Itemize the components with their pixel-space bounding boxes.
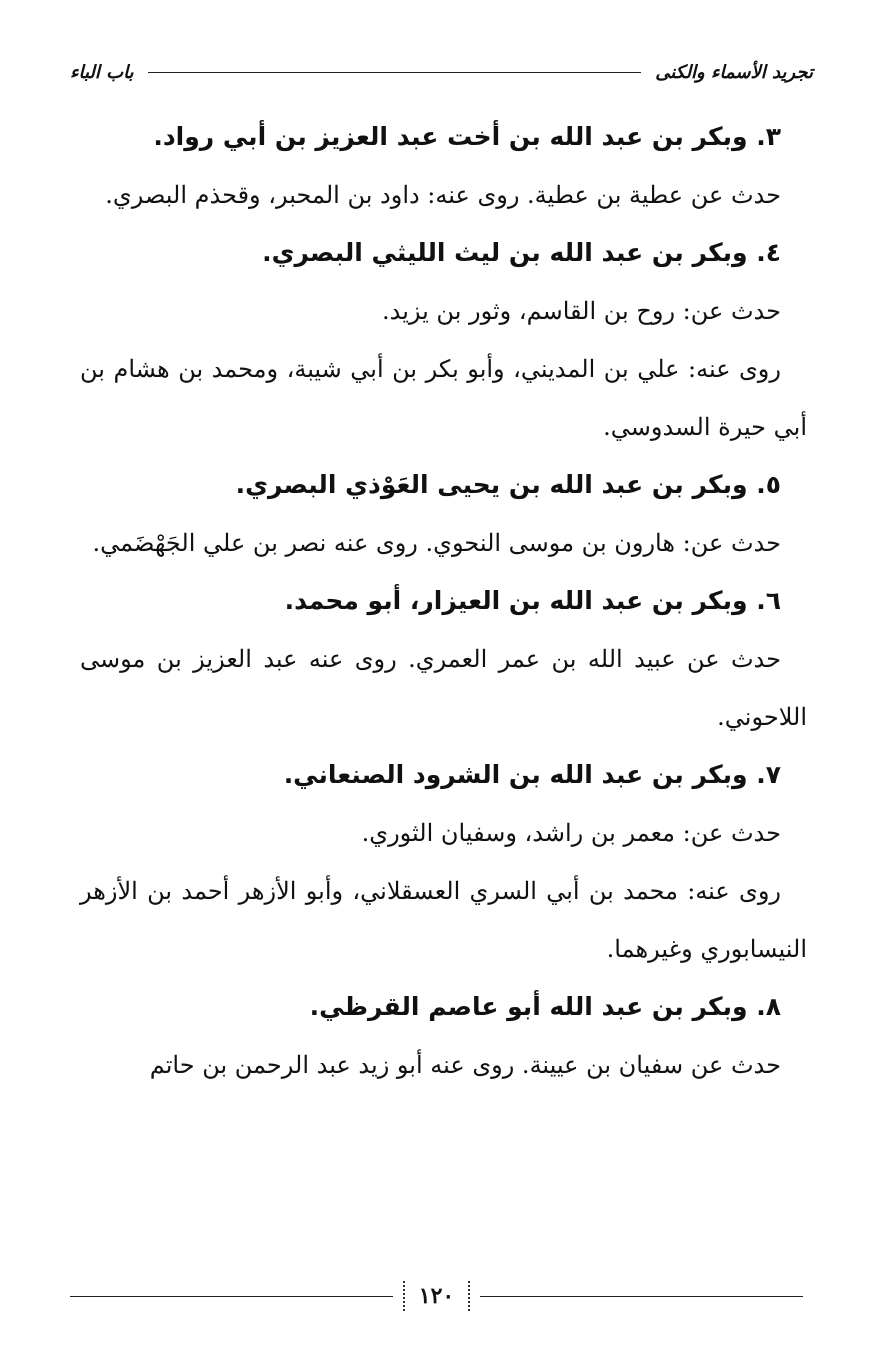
chapter-title: باب الباء [70, 61, 134, 83]
entry-heading: ٧. وبكر بن عبد الله بن الشرود الصنعاني. [283, 760, 781, 789]
entry-paragraph: حدث عن: معمر بن راشد، وسفيان الثوري. [361, 819, 781, 847]
running-header [70, 52, 813, 92]
entry-paragraph: روى عنه: محمد بن أبي السري العسقلاني، وأبو الأزهر أحمد بن الأزهر النيسابوري وغيرهما. [80, 877, 807, 963]
entry-paragraph: حدث عن سفيان بن عيينة. روى عنه أبو زيد عبد الرحمن بن حاتم [149, 1051, 781, 1079]
page-footer [70, 1276, 803, 1316]
header-rule [148, 72, 642, 73]
page-number: ١٢٠ [403, 1281, 470, 1311]
book-title: تجريد الأسماء والكنى [655, 61, 813, 83]
entry-paragraph: حدث عن عبيد الله بن عمر العمري. روى عنه عبد العزيز بن موسى اللاحوني. [80, 645, 807, 731]
footer-rule-right [480, 1296, 803, 1297]
entry-heading: ٦. وبكر بن عبد الله بن العيزار، أبو محمد. [284, 586, 781, 615]
footer-rule-left [70, 1296, 393, 1297]
entry-paragraph: حدث عن: روح بن القاسم، وثور بن يزيد. [381, 297, 781, 325]
entry-paragraph: روى عنه: علي بن المديني، وأبو بكر بن أبي شيبة، ومحمد بن هشام بن أبي حيرة السدوسي. [80, 355, 807, 441]
entry-paragraph: حدث عن عطية بن عطية. روى عنه: داود بن المحبر، وقحذم البصري. [105, 181, 781, 209]
page-content [80, 108, 807, 1094]
entry-heading: ٥. وبكر بن عبد الله بن يحيى العَوْذي البصري. [235, 470, 781, 499]
entry-heading: ٣. وبكر بن عبد الله بن أخت عبد العزيز بن أبي رواد. [153, 122, 781, 151]
entry-heading: ٤. وبكر بن عبد الله بن ليث الليثي البصري. [262, 238, 781, 267]
entry-paragraph: حدث عن: هارون بن موسى النحوي. روى عنه نصر بن علي الجَهْضَمي. [92, 529, 781, 557]
entry-heading: ٨. وبكر بن عبد الله أبو عاصم القرظي. [309, 992, 781, 1021]
